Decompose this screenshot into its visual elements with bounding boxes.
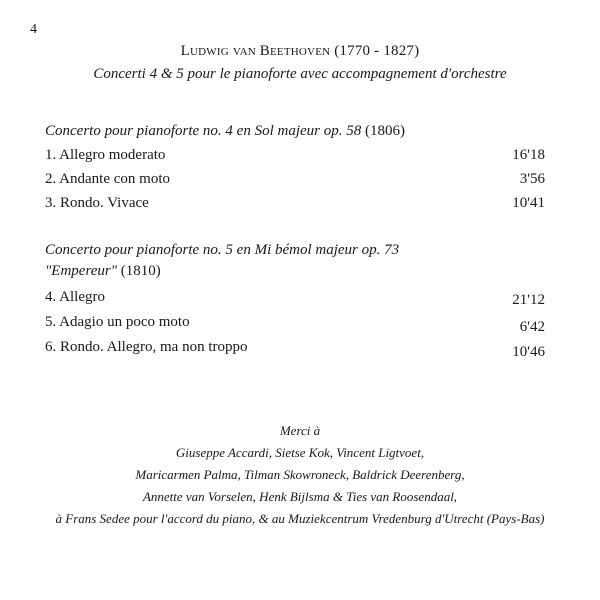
track-title: 3. Rondo. Vivace: [45, 195, 149, 211]
track-row: [45, 289, 545, 307]
concerto-4-title: Concerto pour pianoforte no. 4 en Sol majeur op. 58: [45, 123, 362, 139]
track-title: 6. Rondo. Allegro, ma non troppo: [45, 339, 248, 355]
track-title: 1. Allegro moderato: [45, 147, 166, 163]
track-row: [45, 314, 545, 335]
track-row: [45, 339, 545, 360]
concerto-5-year: (1810): [120, 263, 161, 279]
album-subtitle: Concerti 4 & 5 pour le pianoforte avec accompagnement d'orchestre: [93, 66, 507, 82]
composer-name: Ludwig van Beethoven: [180, 43, 331, 59]
page-number: 4: [30, 22, 37, 37]
track-duration: 21'12: [512, 292, 545, 308]
concerto-5-title: Concerto pour pianoforte no. 5 en Mi bémol majeur op. 73: [45, 242, 400, 258]
track-duration: 3'56: [519, 171, 545, 187]
track-duration: 10'46: [512, 344, 545, 360]
track-title: 5. Adagio un poco moto: [45, 314, 190, 330]
track-row: [45, 171, 545, 189]
concerto-4-year: (1806): [364, 123, 405, 139]
acknowledgements-line: Maricarmen Palma, Tilman Skowroneck, Baldrick Deerenberg,: [135, 467, 465, 482]
concerto-5-nickname: "Empereur": [45, 263, 118, 279]
acknowledgements-line: à Frans Sedee pour l'accord du piano, & au Muziekcentrum Vredenburg d'Utrecht (Pays-Bas): [55, 511, 545, 526]
track-duration: 10'41: [512, 195, 545, 211]
concerto-5-subheading: [45, 263, 161, 280]
track-row: [45, 147, 545, 165]
acknowledgements-heading: Merci à: [279, 423, 321, 438]
track-row: [45, 195, 545, 213]
concerto-5-heading: [45, 242, 399, 259]
track-title: 4. Allegro: [45, 289, 105, 305]
track-duration: 6'42: [519, 319, 545, 335]
acknowledgements-line: Giuseppe Accardi, Sietse Kok, Vincent Ligtvoet,: [175, 445, 425, 460]
track-duration: 16'18: [512, 147, 545, 163]
acknowledgements: [0, 420, 600, 530]
track-title: 2. Andante con moto: [45, 171, 170, 187]
composer-heading: [0, 43, 600, 60]
acknowledgements-line: Annette van Vorselen, Henk Bijlsma & Ties van Roosendaal,: [142, 489, 458, 504]
composer-dates: (1770 - 1827): [334, 43, 420, 59]
concerto-4-heading: [45, 123, 405, 140]
